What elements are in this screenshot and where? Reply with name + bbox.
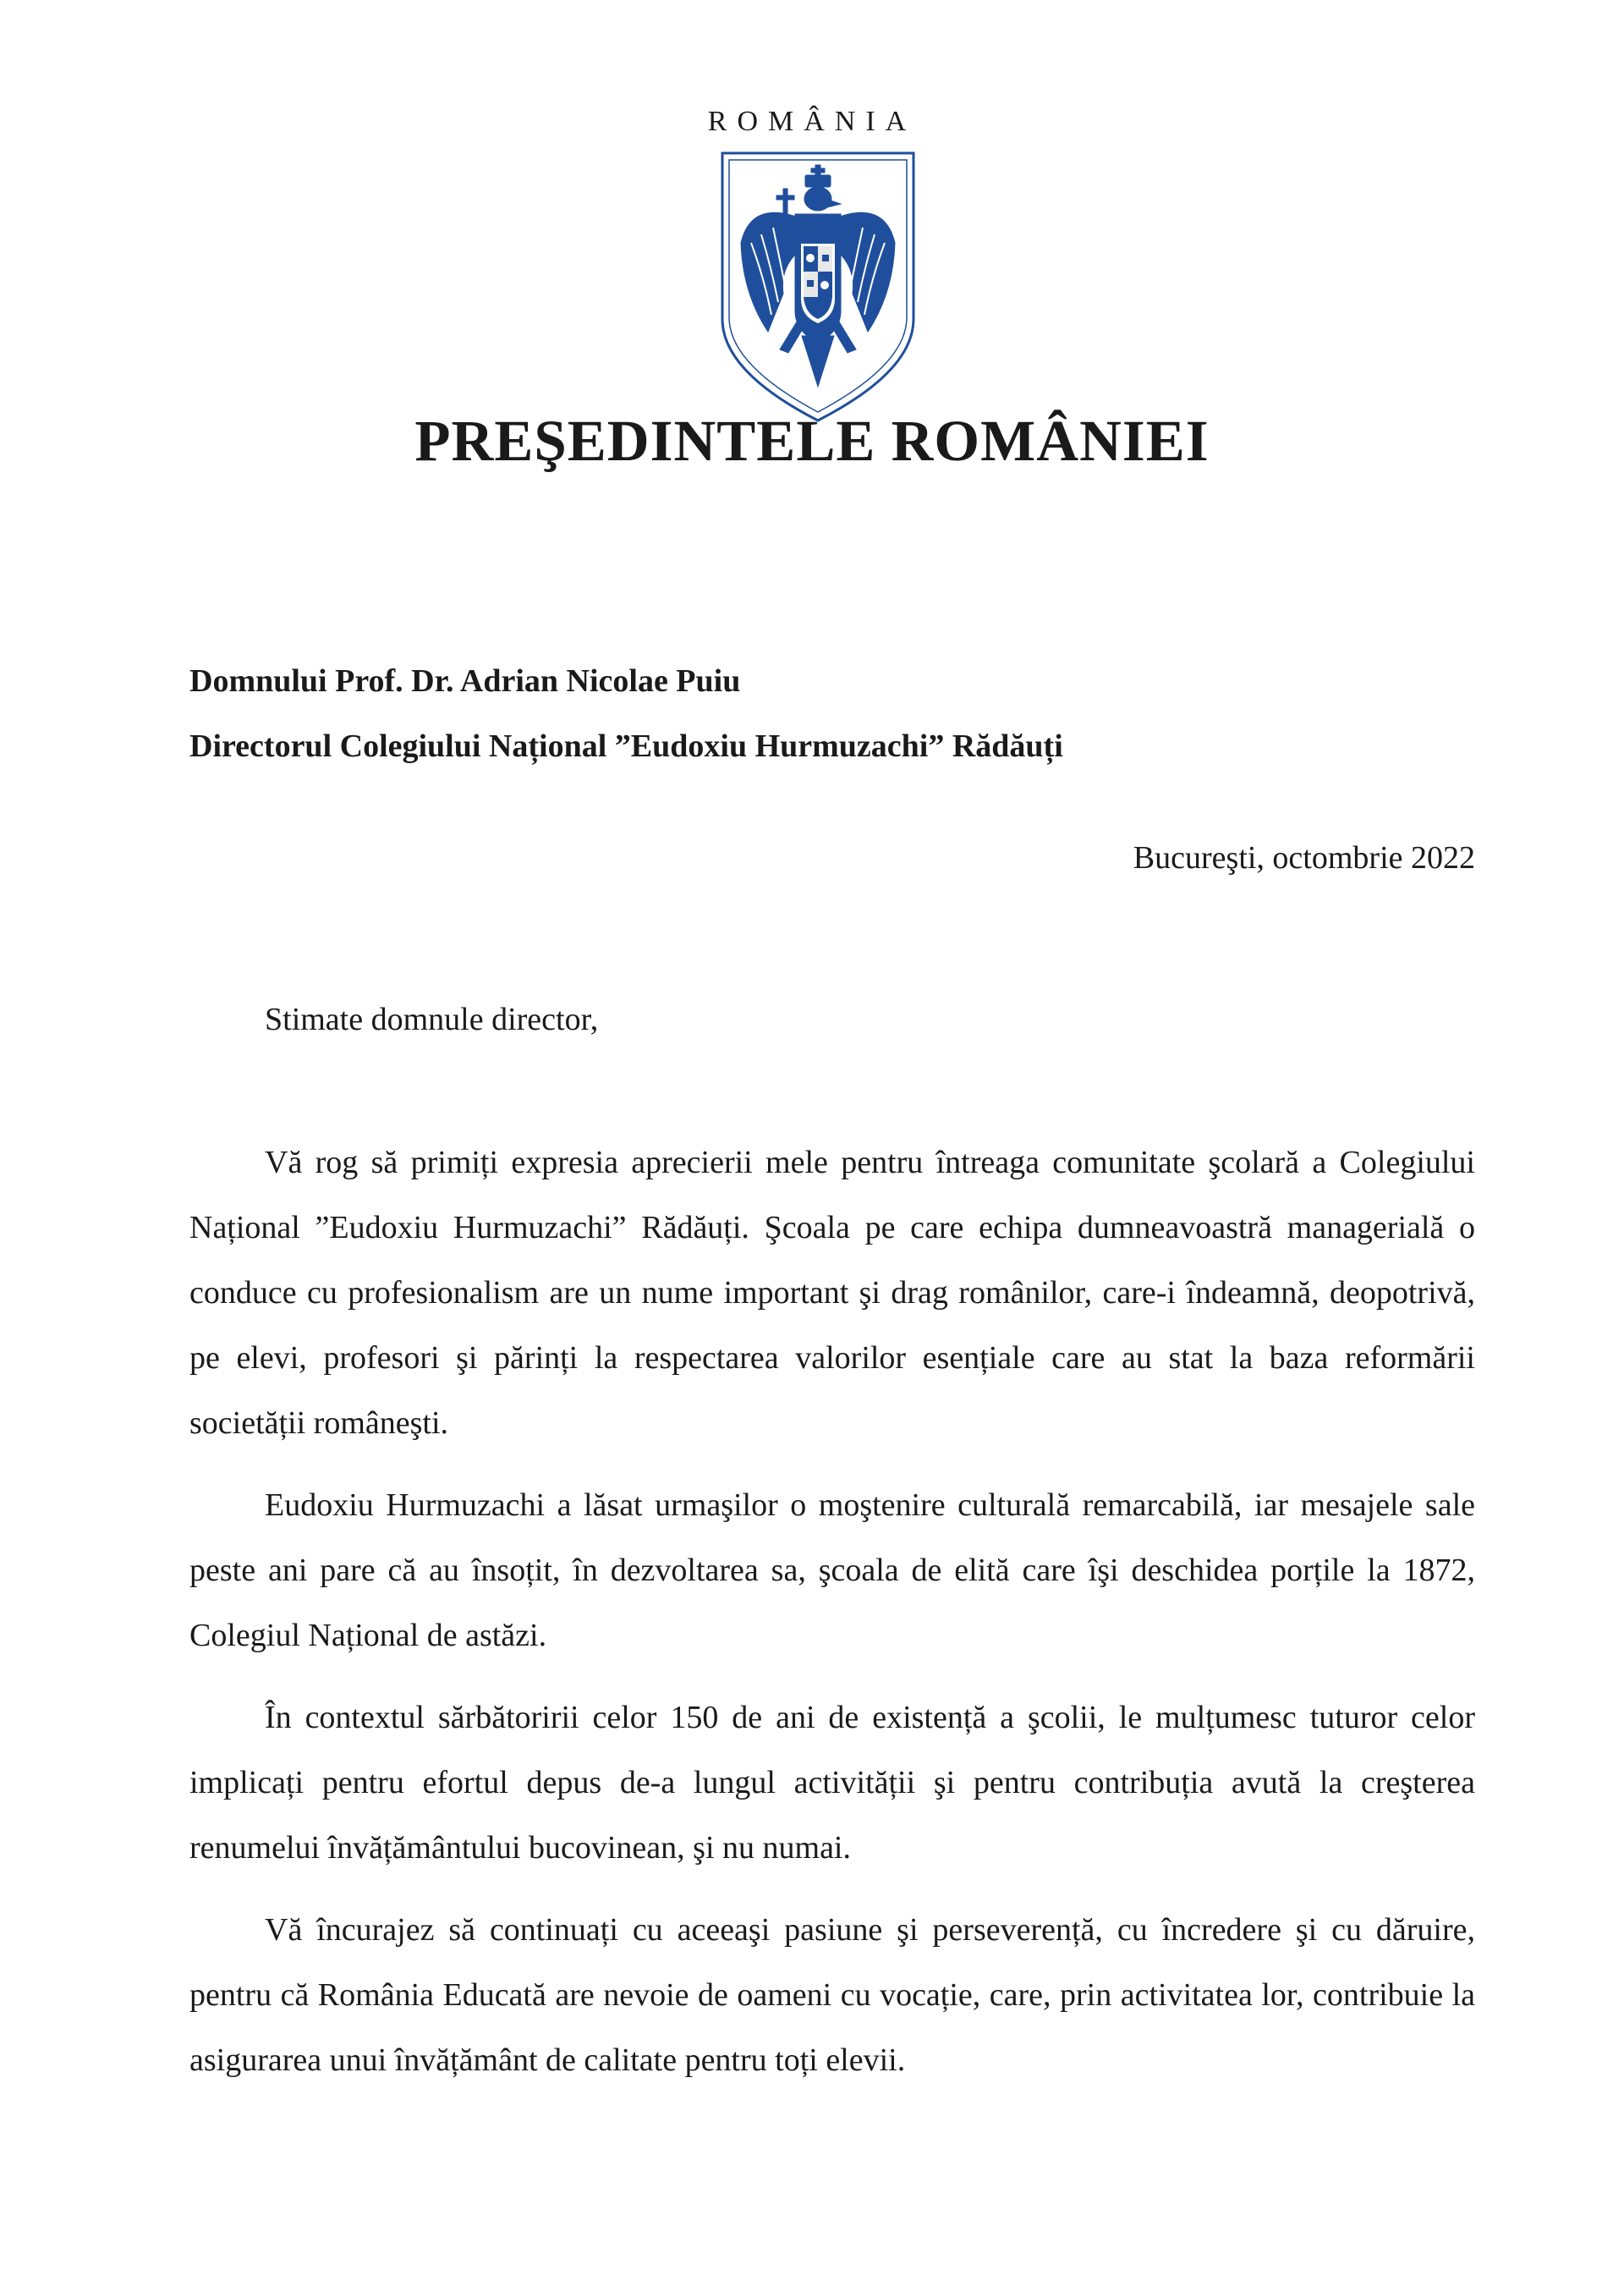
letter-date: Bucureşti, octombrie 2022 <box>1133 840 1475 876</box>
salutation: Stimate domnule director, <box>265 1002 599 1037</box>
recipient-block <box>189 649 1063 779</box>
letter-body <box>189 1130 1475 2110</box>
body-paragraph: Vă rog să primiți expresia aprecierii mele pentru întreaga comunitate şcolară a Colegiului Național ”Eudoxiu Hurmuzachi” Rădăuți. Şcoala pe care echipa dumneavoastră managerială o conduce cu profesionalism are un nume important şi drag românilor, care-i îndeamnă, deopotrivă, pe elevi, profesori şi părinți la respectarea valorilor esențiale care au stat la baza reformării societății româneşti. <box>189 1145 1475 1441</box>
romanian-coat-of-arms-icon <box>717 150 919 424</box>
institution-title: PREŞEDINTELE ROMÂNIEI <box>414 409 1210 473</box>
recipient-title: Directorul Colegiului Național ”Eudoxiu Hurmuzachi” Rădăuți <box>189 728 1063 764</box>
body-paragraph: În contextul sărbătoririi celor 150 de ani de existență a şcolii, le mulțumesc tuturor celor implicați pentru efortul depus de-a lungul activității şi pentru contribuția avută la creşterea renumelui învățământului bucovinean, şi nu numai. <box>189 1700 1475 1866</box>
recipient-name: Domnului Prof. Dr. Adrian Nicolae Puiu <box>189 663 741 699</box>
country-heading: ROMÂNIA <box>707 106 917 137</box>
body-paragraph: Eudoxiu Hurmuzachi a lăsat urmaşilor o moştenire culturală remarcabilă, iar mesajele sale peste ani pare că au însoțit, în dezvoltarea sa, şcoala de elită care îşi deschidea porțile la 1872, Colegiul Național de astăzi. <box>189 1487 1475 1653</box>
body-paragraph: Vă încurajez să continuați cu aceeaşi pasiune şi perseverență, cu încredere şi cu dăruire, pentru că România Educată are nevoie de oameni cu vocație, care, prin activitatea lor, contribuie la asigurarea unui învățământ de calitate pentru toți elevii. <box>189 1912 1475 2078</box>
